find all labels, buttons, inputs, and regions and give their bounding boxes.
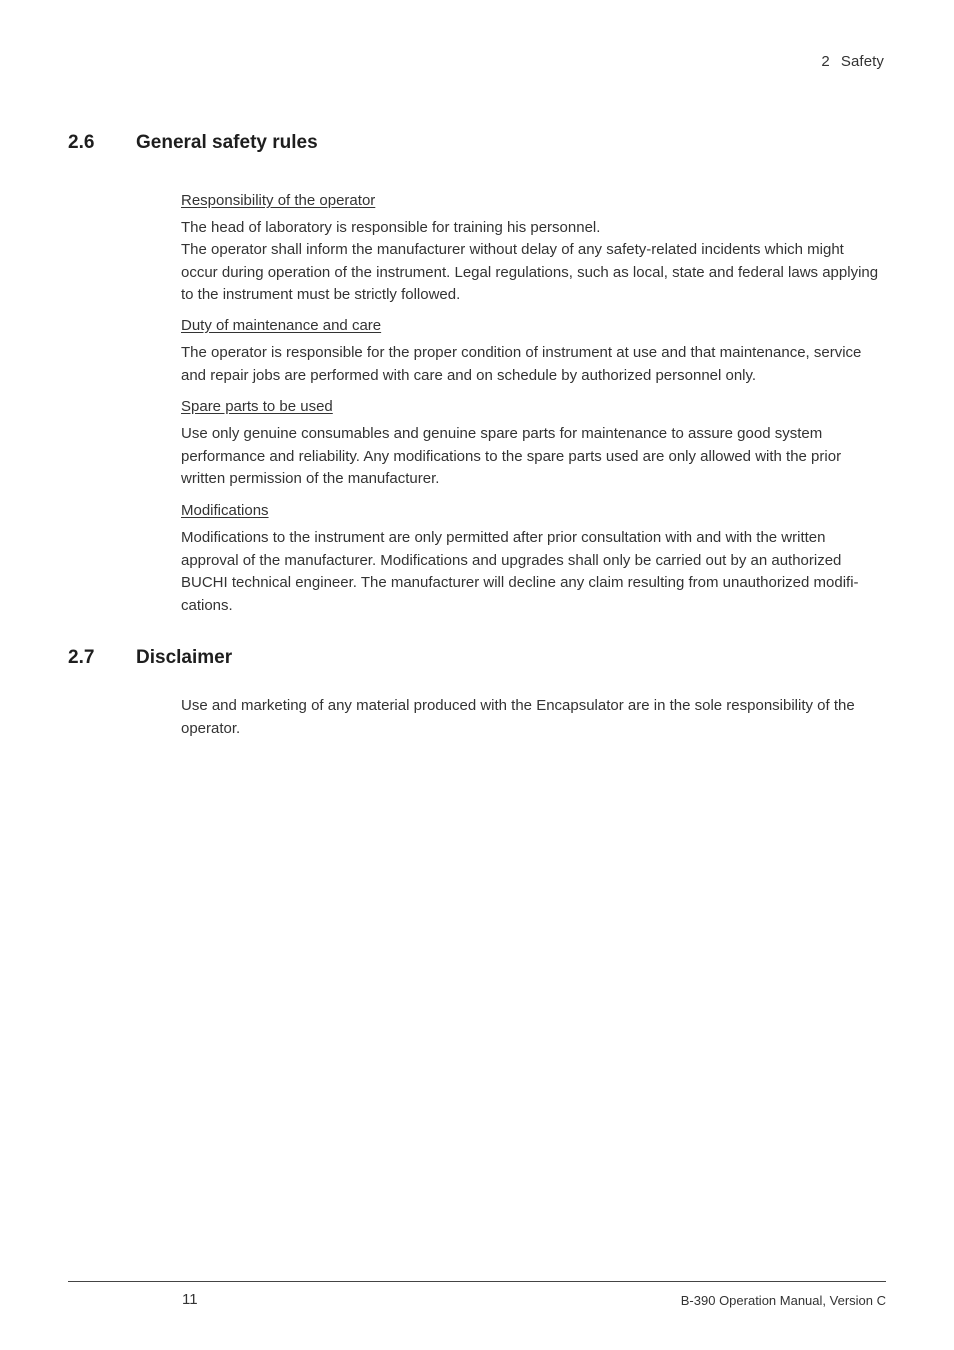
paragraph-responsibility-incidents: The operator shall inform the manufacturer without delay of any safety-related incidents which might occur during operation of the instrument. Legal regulations, such as local, state and federal laws applying to the instrument must be strictly followed. <box>181 241 879 303</box>
chapter-title: Safety <box>840 53 884 70</box>
subheading-duty-of-maintenance: Duty of maintenance and care <box>181 317 382 334</box>
running-header <box>821 53 884 70</box>
section-title: General safety rules <box>136 132 318 153</box>
paragraph-duty-of-maintenance: The operator is responsible for the proper condition of instrument at use and that maintenance, service and repair jobs are performed with care and on schedule by authorized personnel only. <box>181 344 862 384</box>
section-title: Disclaimer <box>136 647 233 668</box>
page-number: 11 <box>182 1291 198 1308</box>
section-heading-general-safety-rules <box>68 132 318 154</box>
document-title: B-390 Operation Manual, Version C <box>680 1293 886 1308</box>
section-number: 2.6 <box>68 132 95 153</box>
paragraph-modifications: Modifications to the instrument are only permitted after prior consultation with and with the written approval of the manufacturer. Modifications and upgrades shall only be carried out by an authorized BUCHI technical engineer. The manufacturer will decline any claim resulting from unauthorized modifi-cations. <box>181 529 859 614</box>
chapter-number: 2 <box>821 53 830 70</box>
footer-divider <box>68 1281 886 1282</box>
subheading-responsibility-of-operator: Responsibility of the operator <box>181 192 376 209</box>
section-heading-disclaimer <box>68 647 232 669</box>
paragraph-spare-parts: Use only genuine consumables and genuine spare parts for maintenance to assure good system performance and reliability. Any modifications to the spare parts used are only allowed with the prior written permission of the manufacturer. <box>181 425 842 487</box>
subheading-spare-parts: Spare parts to be used <box>181 398 333 415</box>
section-number: 2.7 <box>68 647 95 668</box>
paragraph-disclaimer: Use and marketing of any material produced with the Encapsulator are in the sole responsibility of the operator. <box>181 697 855 737</box>
paragraph-responsibility-training: The head of laboratory is responsible for training his personnel. <box>181 219 601 236</box>
subheading-modifications: Modifications <box>181 502 269 519</box>
